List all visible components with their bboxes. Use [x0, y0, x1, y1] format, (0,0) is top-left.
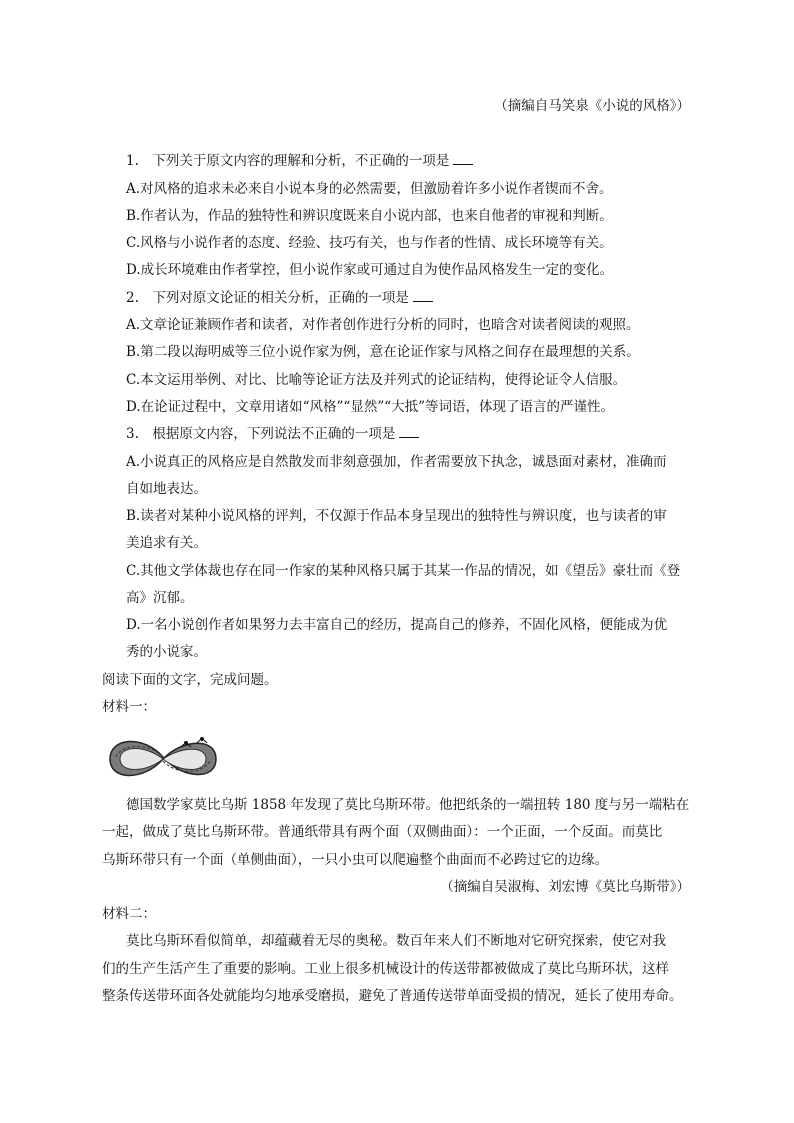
q1-option-d: D.成长环境难由作者掌控，但小说作家或可通过自为使作品风格发生一定的变化。: [126, 262, 614, 278]
q3-option-d-cont: 秀的小说家。: [126, 644, 207, 660]
answer-blank[interactable]: [453, 152, 473, 165]
material-2-line-2: 们的生产生活产生了重要的影响。工业上很多机械设计的传送带都被做成了莫比乌斯环状，这样: [102, 961, 669, 977]
q1-option-c: C.风格与小说作者的态度、经验、技巧有关，也与作者的性情、成长环境等有关。: [126, 235, 613, 251]
mobius-strip-icon: [102, 729, 224, 789]
answer-blank[interactable]: [399, 425, 419, 438]
answer-blank[interactable]: [413, 289, 433, 302]
q2-option-a: A.文章论证兼顾作者和读者，对作者创作进行分析的同时，也暗含对读者阅读的观照。: [126, 317, 640, 333]
q2-option-d: D.在论证过程中，文章用诸如“风格”“显然”“大抵”等词语，体现了语言的严谨性。: [126, 399, 615, 415]
material-1-line-2: 一起，做成了莫比乌斯环带。普通纸带具有两个面（双侧曲面）：一个正面，一个反面。而莫比: [102, 824, 663, 840]
question-2-text: 2. 下列对原文论证的相关分析，正确的一项是: [126, 290, 409, 306]
q3-option-b: B.读者对某种小说风格的评判，不仅源于作品本身呈现出的独特性与辨识度，也与读者的审: [126, 508, 667, 524]
question-2-stem: [126, 289, 433, 307]
q3-option-d: D.一名小说创作者如果努力去丰富自己的经历，提高自己的修养，不固化风格，便能成为优: [126, 617, 668, 633]
question-1-text: 1. 下列关于原文内容的理解和分析，不正确的一项是: [126, 153, 450, 169]
q2-option-b: B.第二段以海明威等三位小说作家为例，意在论证作家与风格之间存在最理想的关系。: [126, 344, 640, 360]
material-2-label: 材料二：: [102, 906, 156, 922]
reading-instruction: 阅读下面的文字，完成问题。: [102, 672, 278, 688]
material-1-source: （摘编自吴淑梅、刘宏博《莫比乌斯带》）: [440, 879, 690, 895]
q2-option-c: C.本文运用举例、对比、比喻等论证方法及并列式的论证结构，使得论证令人信服。: [126, 372, 627, 388]
material-1-line-3: 乌斯环带只有一个面（单侧曲面），一只小虫可以爬遍整个曲面而不必跨过它的边缘。: [102, 852, 609, 868]
q3-option-c-cont: 高》沉郁。: [126, 590, 194, 606]
question-1-stem: [126, 152, 473, 170]
material-2-line-3: 整条传送带环面各处就能均匀地承受磨损，避免了普通传送带单面受损的情况，延长了使用寿命。: [102, 988, 683, 1004]
q1-option-b: B.作者认为，作品的独特性和辨识度既来自小说内部，也来自他者的审视和判断。: [126, 208, 613, 224]
q3-option-b-cont: 美追求有关。: [126, 535, 207, 551]
source-citation: （摘编自马笑泉《小说的风格》）: [494, 98, 690, 114]
question-3-stem: [126, 425, 419, 443]
material-1-line-1: 德国数学家莫比乌斯 1858 年发现了莫比乌斯环带。他把纸条的一端扭转 180 度与另一端粘在: [126, 797, 690, 813]
q3-option-a: A.小说真正的风格应是自然散发而非刻意强加，作者需要放下执念，诚恳面对素材，准确而: [126, 454, 667, 470]
question-3-text: 3. 根据原文内容，下列说法不正确的一项是: [126, 426, 396, 442]
q3-option-c: C.其他文学体裁也存在同一作家的某种风格只属于其某一作品的情况，如《望岳》豪壮而《登: [126, 563, 681, 579]
material-1-label: 材料一：: [102, 699, 156, 715]
q3-option-a-cont: 自如地表达。: [126, 481, 207, 497]
material-2-line-1: 莫比乌斯环看似简单，却蕴藏着无尽的奥秘。数百年来人们不断地对它研究探索，使它对我: [126, 933, 666, 949]
q1-option-a: A.对风格的追求未必来自小说本身的必然需要，但激励着许多小说作者锲而不舍。: [126, 181, 613, 197]
